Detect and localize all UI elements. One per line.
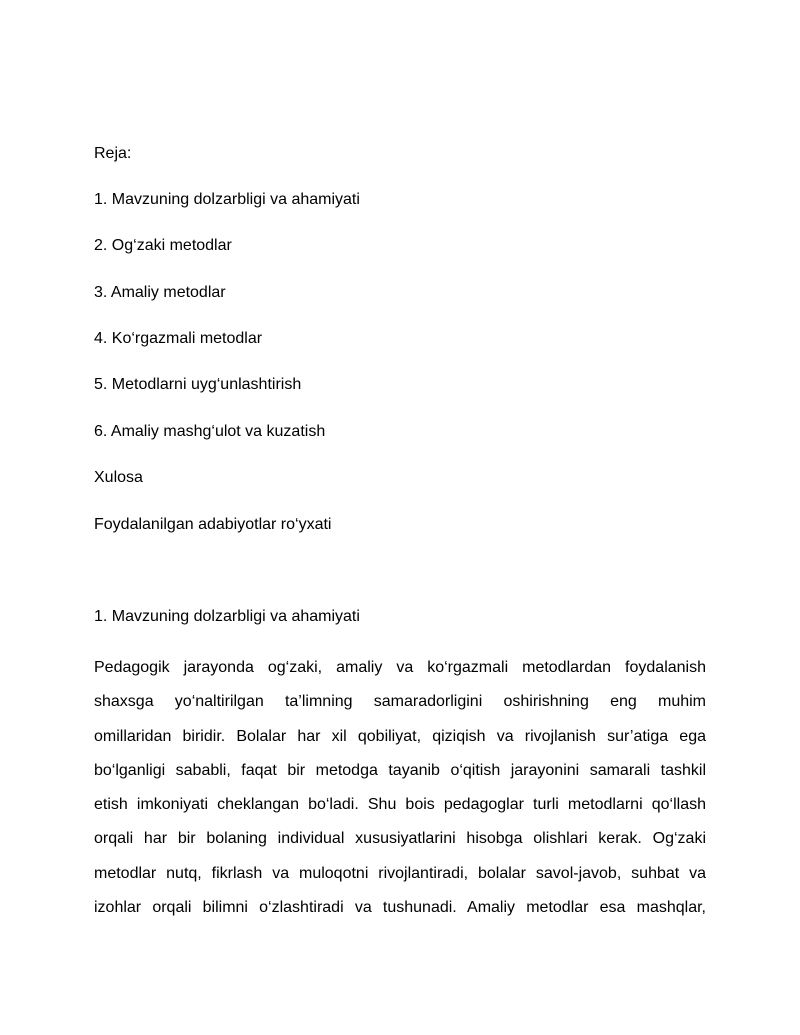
plan-item: 6. Amaliy mashg‘ulot va kuzatish	[94, 423, 326, 440]
plan-item: Foydalanilgan adabiyotlar ro‘yxati	[94, 516, 332, 533]
plan-item: Xulosa	[94, 469, 143, 486]
plan-item: 4. Ko‘rgazmali metodlar	[94, 330, 263, 347]
plan-item: 1. Mavzuning dolzarbligi va ahamiyati	[94, 191, 360, 208]
section-title: 1. Mavzuning dolzarbligi va ahamiyati	[94, 608, 360, 625]
paragraph-line: etish imkoniyati cheklangan bo‘ladi. Shu bois pedagoglar turli metodlarni qo‘llash	[94, 796, 706, 814]
plan-item: 5. Metodlarni uyg‘unlashtirish	[94, 376, 302, 393]
plan-item: 2. Og‘zaki metodlar	[94, 237, 232, 254]
section-paragraph	[94, 651, 706, 925]
paragraph-line: orqali har bir bolaning individual xususiyatlarini hisobga olishlari kerak. Og‘zaki	[94, 830, 706, 848]
plan-item: 3. Amaliy metodlar	[94, 284, 226, 301]
plan-heading: Reja:	[94, 145, 132, 162]
paragraph-line: shaxsga yo‘naltirilgan ta’limning samaradorligini oshirishning eng muhim	[94, 693, 706, 711]
paragraph-line: omillaridan biridir. Bolalar har xil qobiliyat, qiziqish va rivojlanish sur’atiga ega	[94, 727, 706, 745]
paragraph-line: Pedagogik jarayonda og‘zaki, amaliy va ko‘rgazmali metodlardan foydalanish	[94, 659, 706, 676]
paragraph-line: izohlar orqali bilimni o‘zlashtiradi va tushunadi. Amaliy metodlar esa mashqlar,	[94, 899, 706, 917]
paragraph-line: metodlar nutq, fikrlash va muloqotni rivojlantiradi, bolalar savol-javob, suhbat va	[94, 864, 706, 882]
paragraph-line: bo‘lganligi sababli, faqat bir metodga tayanib o‘qitish jarayonini samarali tashkil	[94, 761, 706, 779]
